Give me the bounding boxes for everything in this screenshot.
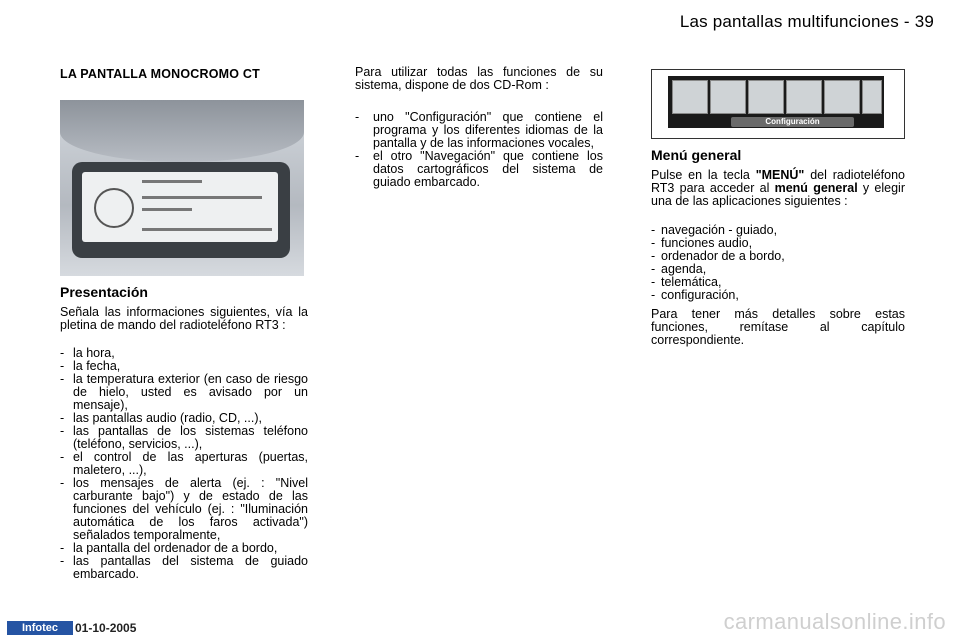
site-watermark: carmanualsonline.info (723, 609, 946, 634)
cdrom-intro: Para utilizar todas las funciones de su sistema, dispone de dos CD-Rom : (355, 65, 603, 92)
applications-list (651, 224, 905, 302)
list-item: - la hora, (60, 347, 308, 360)
audio-icon (710, 80, 746, 114)
list-item: - navegación - guiado, (651, 224, 905, 237)
menu-selection-label: Configuración (731, 117, 854, 127)
intro-text: y elegir una de las aplicaciones siguientes : (651, 181, 905, 208)
configuration-icon (862, 80, 882, 114)
display-line (142, 228, 272, 231)
navigation-icon (672, 80, 708, 114)
list-item: - las pantallas del sistema de guiado embarcado. (60, 555, 308, 581)
display-line (142, 180, 202, 183)
cdrom-list (355, 111, 603, 189)
page-header-title: Las pantallas multifunciones - 39 (679, 12, 934, 31)
section-title: LA PANTALLA MONOCROMO CT (60, 67, 260, 81)
list-item: - las pantallas de los sistemas teléfono (teléfono, servicios, ...), (60, 425, 308, 451)
intro-text: Pulse en la tecla (651, 168, 756, 182)
menu-screen-background (668, 76, 884, 128)
footer-date: 01-10-2005 (75, 621, 137, 635)
menu-key-name: "MENÚ" (755, 168, 805, 182)
list-item: - la pantalla del ordenador de a bordo, (60, 542, 308, 555)
telematics-icon (824, 80, 860, 114)
monochrome-display (82, 172, 278, 242)
dashboard-hood (60, 100, 304, 162)
presentacion-list (60, 347, 308, 581)
list-item: - configuración, (651, 289, 905, 302)
presentacion-heading: Presentación (60, 284, 148, 300)
list-item: - uno "Configuración" que contiene el programa y los diferentes idiomas de la pantalla y de las informaciones vocales, (355, 111, 603, 150)
infotec-logo: Infotec (7, 621, 73, 635)
trip-computer-icon (748, 80, 784, 114)
list-item: - el otro "Navegación" que contiene los datos cartográficos del sistema de guiado embarcado. (355, 150, 603, 189)
list-item: - las pantallas audio (radio, CD, ...), (60, 412, 308, 425)
instrument-cluster-image (60, 100, 304, 276)
display-line (142, 196, 262, 199)
list-item: - telemática, (651, 276, 905, 289)
list-item: - agenda, (651, 263, 905, 276)
cluster-bezel (72, 162, 290, 258)
list-item: - ordenador de a bordo, (651, 250, 905, 263)
clock-icon (94, 188, 134, 228)
menu-general-heading: Menú general (651, 147, 742, 163)
list-item: - la temperatura exterior (en caso de riesgo de hielo, usted es avisado por un mensaje), (60, 373, 308, 412)
menu-general-term: menú general (774, 181, 858, 195)
presentacion-intro: Señala las informaciones siguientes, vía la pletina de mando del radioteléfono RT3 : (60, 305, 308, 332)
list-item: - la fecha, (60, 360, 308, 373)
agenda-icon (786, 80, 822, 114)
menu-general-intro (651, 169, 905, 208)
list-item: - el control de las aperturas (puertas, maletero, ...), (60, 451, 308, 477)
intro-text: del radioteléfono RT3 para acceder al (651, 168, 906, 195)
general-menu-screen-image (651, 69, 905, 139)
closing-paragraph: Para tener más detalles sobre estas funciones, remítase al capítulo correspondiente. (651, 307, 905, 347)
display-line (142, 208, 192, 211)
list-item: - funciones audio, (651, 237, 905, 250)
list-item: - los mensajes de alerta (ej. : "Nivel carburante bajo") y de estado de las funciones del vehículo (ej. : "Iluminación automática de los faros activada") señalados temporalmente, (60, 477, 308, 542)
